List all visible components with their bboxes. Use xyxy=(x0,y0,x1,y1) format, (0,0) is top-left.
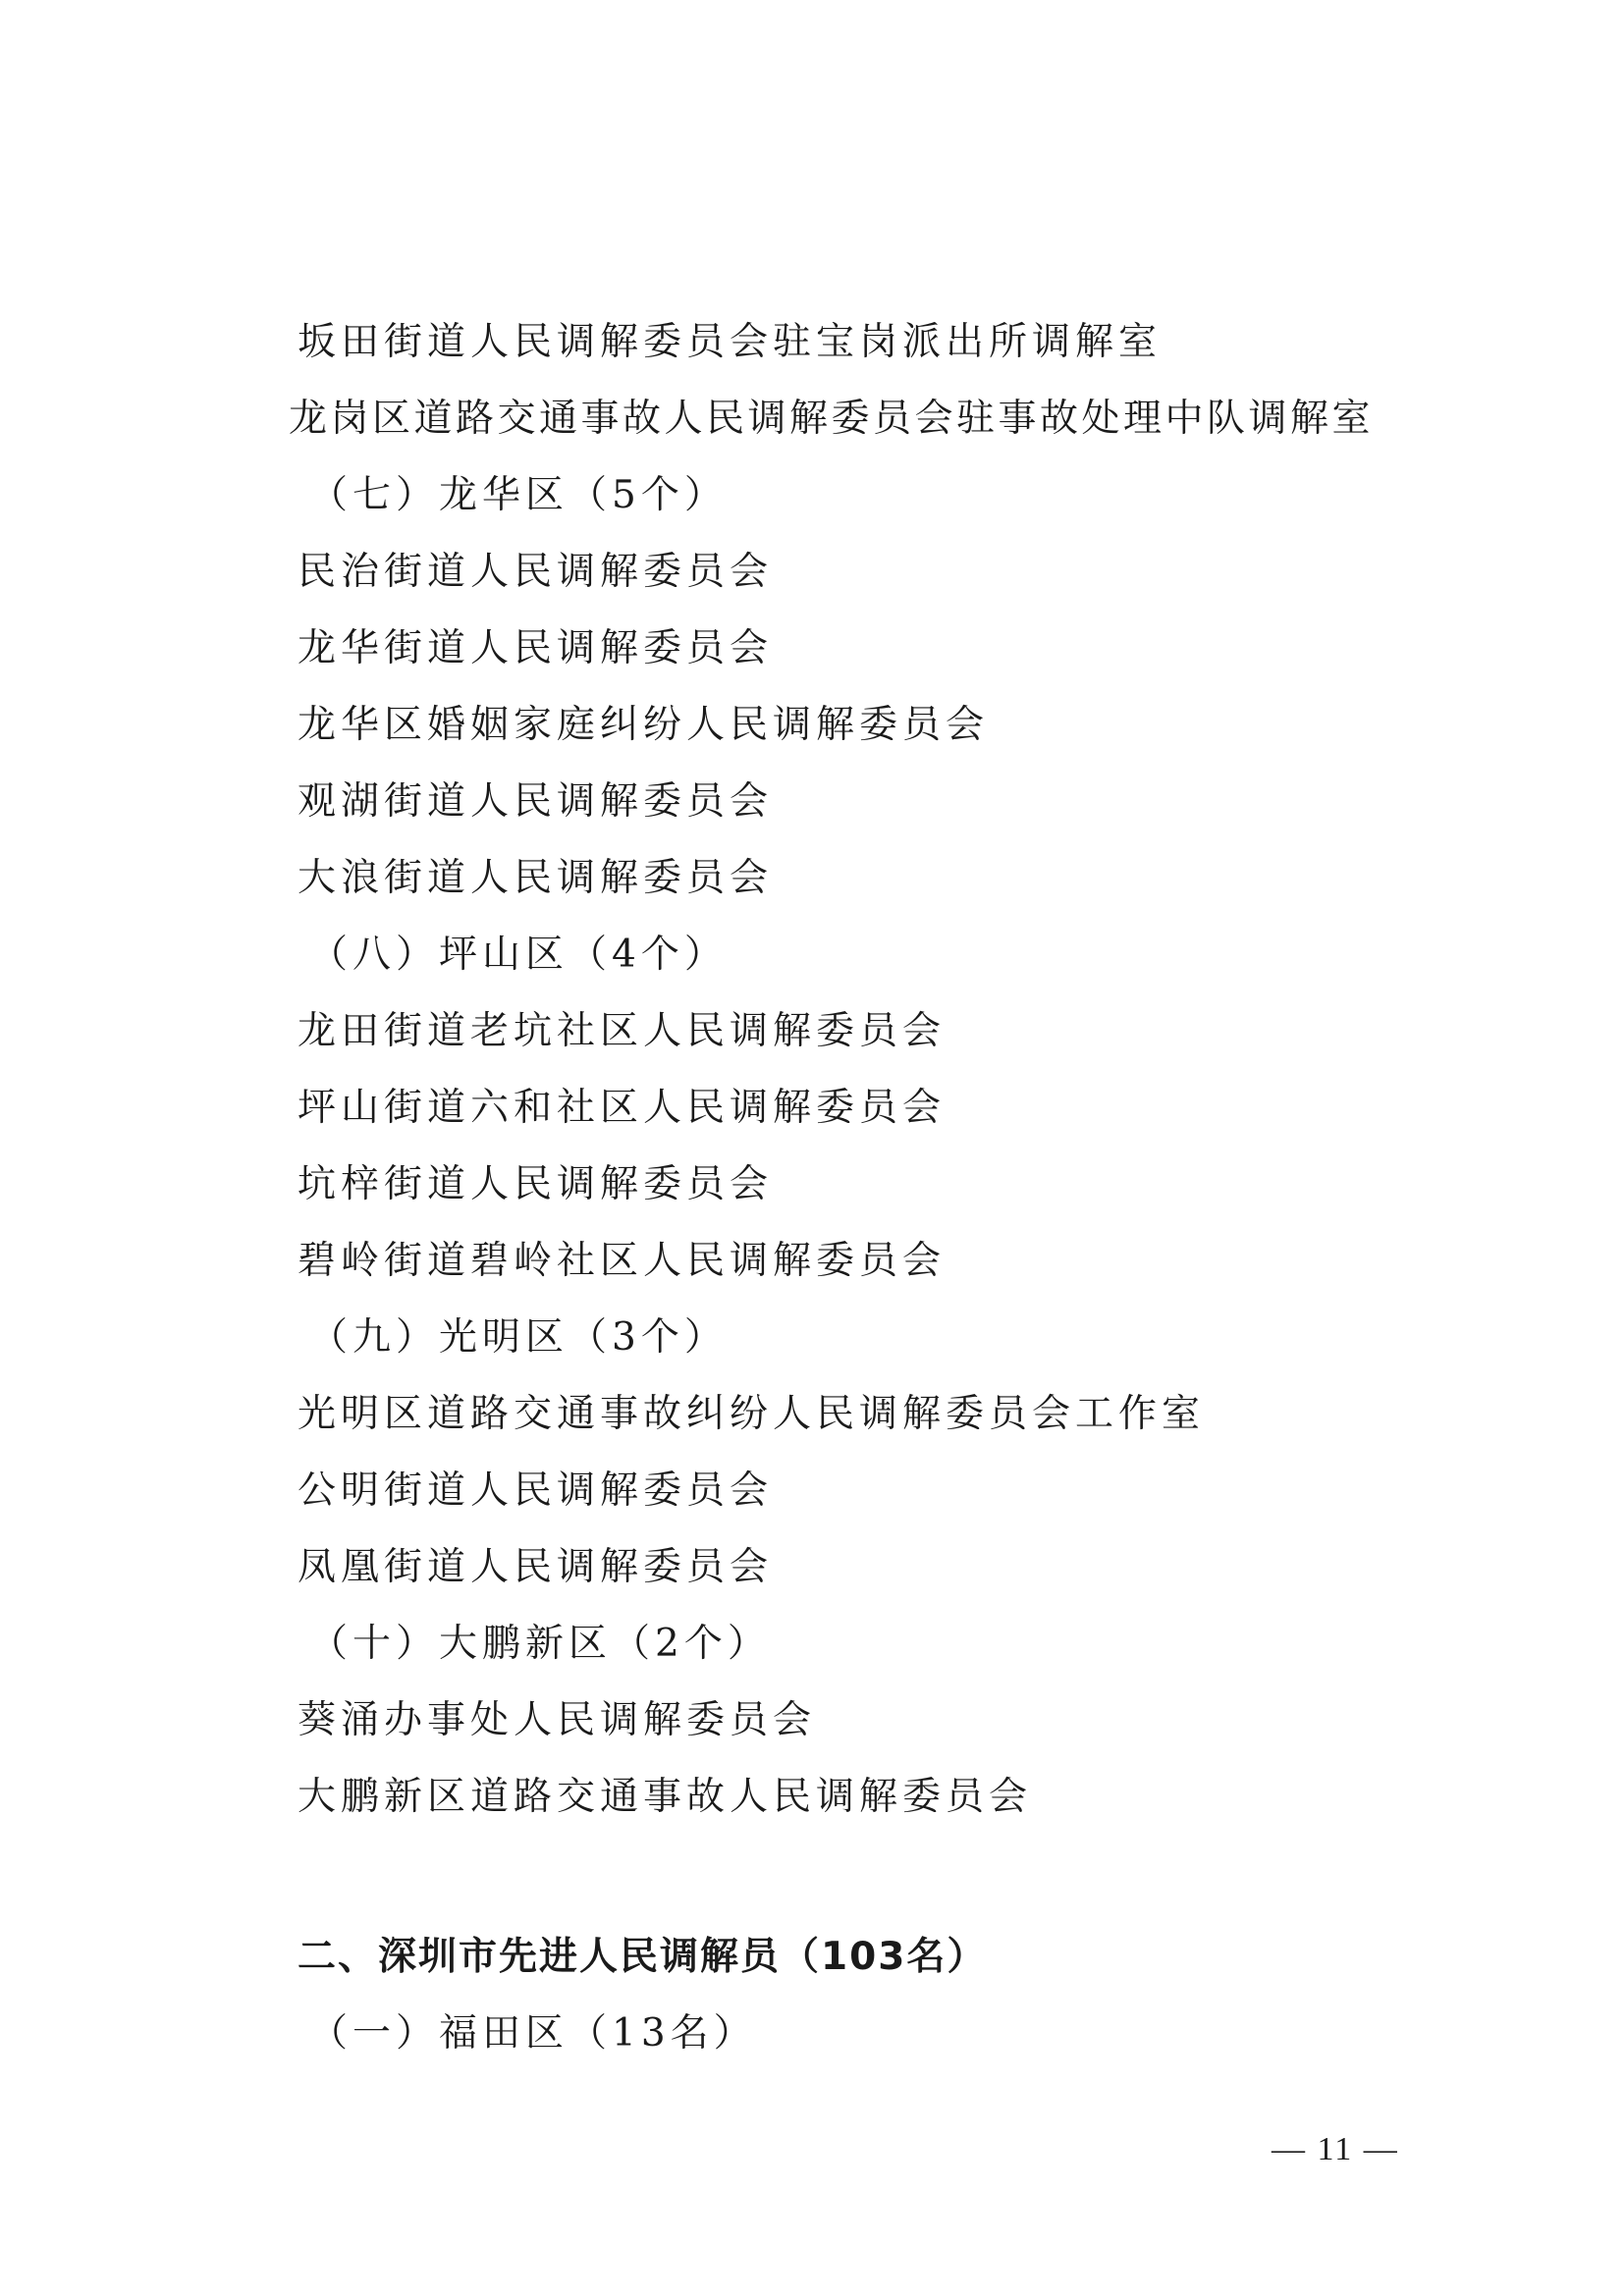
list-item: 龙田街道老坑社区人民调解委员会 xyxy=(298,1009,947,1053)
section-heading-guangming: （九）光明区（3个） xyxy=(309,1315,728,1360)
list-item: 坪山街道六和社区人民调解委员会 xyxy=(298,1086,947,1130)
list-item: 龙华区婚姻家庭纠纷人民调解委员会 xyxy=(298,703,990,747)
list-item: 光明区道路交通事故纠纷人民调解委员会工作室 xyxy=(298,1392,1206,1436)
section-heading-futian: （一）福田区（13名） xyxy=(309,2011,757,2056)
document-body xyxy=(0,304,1624,1836)
list-item: 坂田街道人民调解委员会驻宝岗派出所调解室 xyxy=(298,320,1163,364)
list-item: 坑梓街道人民调解委员会 xyxy=(298,1162,774,1206)
list-item: 凤凰街道人民调解委员会 xyxy=(298,1545,774,1589)
list-item: 大鹏新区道路交通事故人民调解委员会 xyxy=(298,1775,1033,1819)
list-item: 碧岭街道碧岭社区人民调解委员会 xyxy=(298,1239,947,1283)
page-number: — 11 — xyxy=(1272,2131,1399,2167)
part-two-heading: 二、深圳市先进人民调解员（103名） xyxy=(298,1935,988,1979)
list-item: 葵涌办事处人民调解委员会 xyxy=(298,1698,817,1742)
list-item: 观湖街道人民调解委员会 xyxy=(298,779,774,824)
section-heading-dapeng: （十）大鹏新区（2个） xyxy=(309,1622,771,1666)
list-item: 龙岗区道路交通事故人民调解委员会驻事故处理中队调解室 xyxy=(289,397,1375,441)
section-heading-pingshan: （八）坪山区（4个） xyxy=(309,933,728,977)
list-item: 龙华街道人民调解委员会 xyxy=(298,626,774,670)
list-item: 大浪街道人民调解委员会 xyxy=(298,856,774,900)
section-heading-longhua: （七）龙华区（5个） xyxy=(309,473,728,517)
list-item: 公明街道人民调解委员会 xyxy=(298,1468,774,1513)
list-item: 民治街道人民调解委员会 xyxy=(298,550,774,594)
